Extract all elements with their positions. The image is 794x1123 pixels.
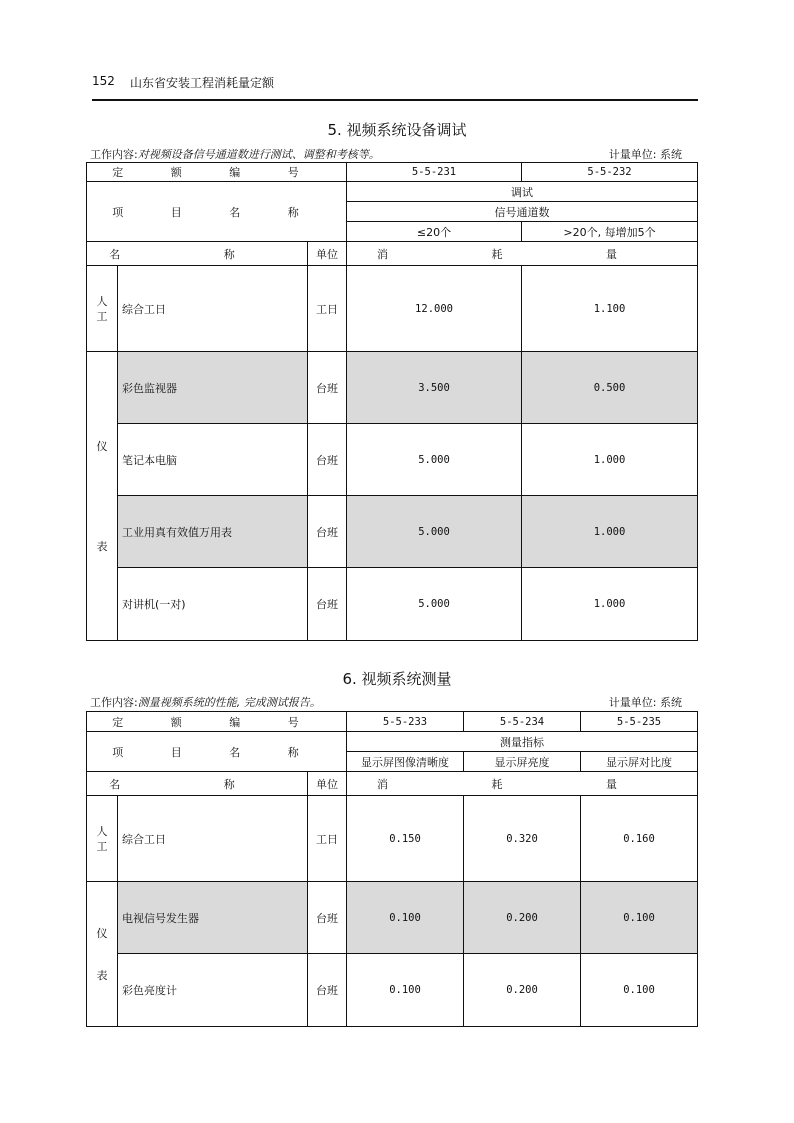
group-subheader: 信号通道数 xyxy=(347,202,698,222)
row-unit: 工日 xyxy=(308,266,347,352)
row-name: 彩色监视器 xyxy=(118,352,308,424)
quota-code: 5-5-234 xyxy=(464,712,581,732)
quota-code: 5-5-233 xyxy=(347,712,464,732)
row-value: 0.320 xyxy=(464,796,581,882)
row-value: 5.000 xyxy=(347,496,522,568)
quota-code: 5-5-232 xyxy=(522,163,698,182)
quota-code-label: 定 额 编 号 xyxy=(87,712,347,732)
row-unit: 台班 xyxy=(308,568,347,641)
section6-work-text: 测量视频系统的性能, 完成测试报告。 xyxy=(137,696,321,709)
item-name-label: 项 目 名 称 xyxy=(87,182,347,242)
row-value: 0.200 xyxy=(464,882,581,954)
page-header xyxy=(92,74,698,100)
labor-category: 人工 xyxy=(87,796,118,882)
section5-work-text: 对视频设备信号通道数进行测试、调整和考核等。 xyxy=(137,148,380,161)
row-name: 工业用真有效值万用表 xyxy=(118,496,308,568)
section5-table xyxy=(86,162,698,641)
row-unit: 台班 xyxy=(308,496,347,568)
section6-work-content xyxy=(90,694,321,710)
row-value: 1.000 xyxy=(522,496,698,568)
column-header: 显示屏对比度 xyxy=(581,752,698,772)
page-number: 152 xyxy=(92,74,115,88)
quota-code-label: 定 额 编 号 xyxy=(87,163,347,182)
consumption-header: 消 耗 量 xyxy=(347,242,698,266)
column-header: 显示屏亮度 xyxy=(464,752,581,772)
labor-category: 人工 xyxy=(87,266,118,352)
row-unit: 台班 xyxy=(308,954,347,1027)
row-unit: 台班 xyxy=(308,882,347,954)
row-value: 0.100 xyxy=(581,954,698,1027)
row-value: 0.100 xyxy=(347,882,464,954)
row-unit: 台班 xyxy=(308,352,347,424)
section5-unit: 计量单位: 系统 xyxy=(608,148,682,161)
row-name: 综合工日 xyxy=(118,796,308,882)
section6-table xyxy=(86,711,698,1027)
unit-column-header: 单位 xyxy=(308,242,347,266)
row-value: 3.500 xyxy=(347,352,522,424)
row-value: 0.500 xyxy=(522,352,698,424)
quota-code: 5-5-231 xyxy=(347,163,522,182)
header-rule xyxy=(92,99,698,101)
book-title: 山东省安装工程消耗量定额 xyxy=(130,76,275,90)
row-name: 彩色亮度计 xyxy=(118,954,308,1027)
section5-work-label: 工作内容: xyxy=(90,148,138,161)
row-value: 0.200 xyxy=(464,954,581,1027)
row-name: 电视信号发生器 xyxy=(118,882,308,954)
section6-title: 6. 视频系统测量 xyxy=(342,670,452,688)
row-name: 对讲机(一对) xyxy=(118,568,308,641)
consumption-header: 消 耗 量 xyxy=(347,772,698,796)
row-value: 1.100 xyxy=(522,266,698,352)
item-name-label: 项 目 名 称 xyxy=(87,732,347,772)
row-value: 5.000 xyxy=(347,424,522,496)
group-header: 测量指标 xyxy=(347,732,698,752)
group-header: 调试 xyxy=(347,182,698,202)
section6-work-label: 工作内容: xyxy=(90,696,138,709)
quota-code: 5-5-235 xyxy=(581,712,698,732)
unit-column-header: 单位 xyxy=(308,772,347,796)
row-value: 1.000 xyxy=(522,424,698,496)
row-value: 1.000 xyxy=(522,568,698,641)
column-header: 显示屏图像清晰度 xyxy=(347,752,464,772)
row-name: 综合工日 xyxy=(118,266,308,352)
row-unit: 工日 xyxy=(308,796,347,882)
instrument-category: 仪 表 xyxy=(87,882,118,1027)
row-value: 0.100 xyxy=(347,954,464,1027)
section5-work-content xyxy=(90,146,380,162)
section6-unit: 计量单位: 系统 xyxy=(608,696,682,709)
row-value: 0.150 xyxy=(347,796,464,882)
row-value: 0.160 xyxy=(581,796,698,882)
row-value: 5.000 xyxy=(347,568,522,641)
row-name: 笔记本电脑 xyxy=(118,424,308,496)
section5-title: 5. 视频系统设备调试 xyxy=(327,121,467,139)
column-header: >20个, 每增加5个 xyxy=(522,222,698,242)
instrument-category: 仪 表 xyxy=(87,352,118,641)
row-value: 0.100 xyxy=(581,882,698,954)
name-column-header: 名 称 xyxy=(87,242,308,266)
name-column-header: 名 称 xyxy=(87,772,308,796)
column-header: ≤20个 xyxy=(347,222,522,242)
row-value: 12.000 xyxy=(347,266,522,352)
row-unit: 台班 xyxy=(308,424,347,496)
